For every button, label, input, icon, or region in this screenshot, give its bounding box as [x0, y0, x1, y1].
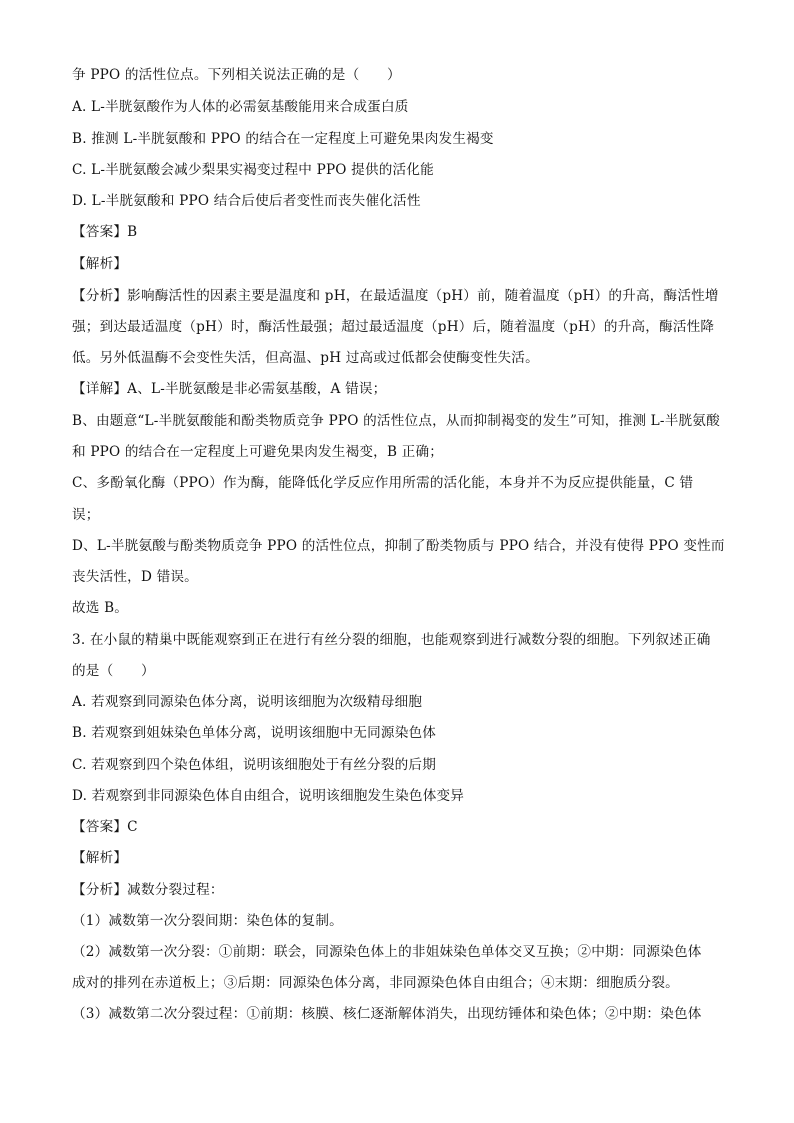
- analysis-text: （2）减数第一次分裂：①前期：联会，同源染色体上的非姐妹染色单体交叉互换；②中期：同源染色体: [72, 944, 702, 960]
- analysis-text: 强；到达最适温度（pH）时，酶活性最强；超过最适温度（pH）后，随着温度（pH）的升高，酶活性降: [72, 319, 715, 335]
- question-3-stem: 3. 在小鼠的精巢中既能观察到正在进行有丝分裂的细胞，也能观察到进行减数分裂的细胞。下列叙述正确: [72, 632, 711, 648]
- option-b: B. 若观察到姐妹染色单体分离，说明该细胞中无同源染色体: [72, 725, 437, 741]
- analysis-heading: 【解析】: [72, 850, 128, 866]
- option-d: D. 若观察到非同源染色体自由组合，说明该细胞发生染色体变异: [72, 788, 465, 804]
- option-a: A. 若观察到同源染色体分离，说明该细胞为次级精母细胞: [72, 694, 423, 710]
- detail-text: 和 PPO 的结合在一定程度上可避免果肉发生褐变，B 正确；: [72, 444, 444, 460]
- option-b: B. 推测 L-半胱氨酸和 PPO 的结合在一定程度上可避免果肉发生褐变: [72, 131, 494, 147]
- conclusion-text: 故选 B。: [72, 600, 129, 616]
- analysis-text: 低。另外低温酶不会变性失活，但高温、pH 过高或过低都会使酶变性失活。: [72, 350, 539, 366]
- analysis-text: 【分析】影响酶活性的因素主要是温度和 pH，在最适温度（pH）前，随着温度（pH）的升高，酶活性增: [72, 288, 719, 304]
- option-a: A. L-半胱氨酸作为人体的必需氨基酸能用来合成蛋白质: [72, 99, 409, 115]
- analysis-text: 【分析】减数分裂过程：: [72, 882, 224, 898]
- analysis-text: （3）减数第二次分裂过程：①前期：核膜、核仁逐渐解体消失，出现纺锤体和染色体；②中期：染色体: [72, 1006, 702, 1022]
- question-stem-continued: 争 PPO 的活性位点。下列相关说法正确的是（ ）: [72, 67, 401, 83]
- option-c: C. L-半胱氨酸会减少梨果实褐变过程中 PPO 提供的活化能: [72, 162, 434, 178]
- analysis-heading: 【解析】: [72, 256, 128, 272]
- analysis-text: 成对的排列在赤道板上；③后期：同源染色体分离，非同源染色体自由组合；④末期：细胞质分裂。: [72, 975, 679, 991]
- detail-text: 误；: [72, 507, 100, 523]
- option-d: D. L-半胱氨酸和 PPO 结合后使后者变性而丧失催化活性: [72, 193, 421, 209]
- detail-text: 【详解】A、L-半胱氨酸是非必需氨基酸，A 错误；: [72, 381, 387, 397]
- detail-text: C、多酚氧化酶（PPO）作为酶，能降低化学反应作用所需的活化能，本身并不为反应提供能量，C 错: [72, 475, 694, 491]
- option-c: C. 若观察到四个染色体组，说明该细胞处于有丝分裂的后期: [72, 757, 437, 773]
- detail-text: D、L-半胱氨酸与酚类物质竞争 PPO 的活性位点，抑制了酚类物质与 PPO 结合，并没有使得 PPO 变性而: [72, 538, 725, 554]
- detail-text: 丧失活性，D 错误。: [72, 569, 198, 585]
- answer-label: 【答案】C: [72, 819, 138, 835]
- analysis-text: （1）减数第一次分裂间期：染色体的复制。: [72, 913, 343, 929]
- question-3-stem: 的是（ ）: [72, 663, 155, 679]
- answer-label: 【答案】B: [72, 224, 138, 240]
- detail-text: B、由题意“L-半胱氨酸能和酚类物质竞争 PPO 的活性位点，从而抑制褐变的发生”可知，推测 L-半胱氨酸: [72, 413, 720, 429]
